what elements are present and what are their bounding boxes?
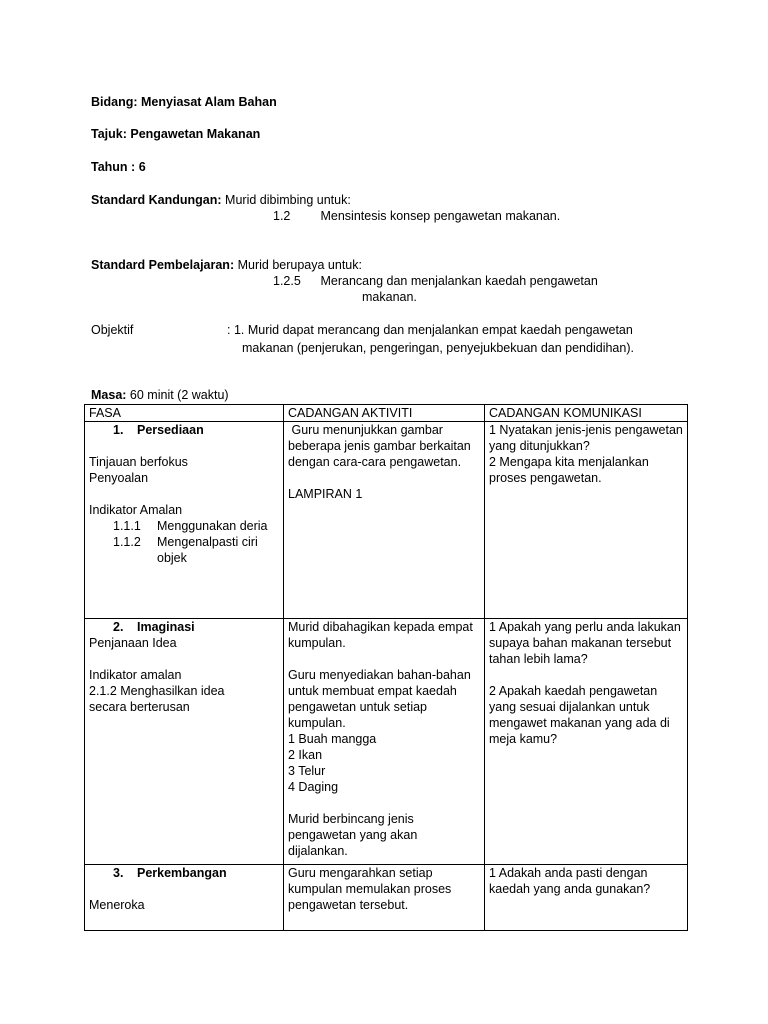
bidang-line — [91, 94, 277, 110]
aktiviti-cell — [284, 619, 485, 865]
komunikasi-text: 1 Nyatakan jenis-jenis pengawetan yang ditunjukkan? — [489, 423, 683, 453]
phase-title — [89, 865, 279, 881]
standard-kandungan-intro: Murid dibimbing untuk: — [225, 193, 351, 207]
header-cadangan-komunikasi: CADANGAN KOMUNIKASI — [485, 405, 688, 422]
lesson-plan-table — [84, 404, 688, 931]
indikator-extra: 2.1.2 Menghasilkan idea secara berterusan — [89, 684, 225, 714]
aktiviti-text: Murid berbincang jenis pengawetan yang akan dijalankan. — [288, 812, 418, 858]
tahun-value: 6 — [138, 160, 146, 174]
indikator-label: Indikator Amalan — [89, 503, 183, 517]
standard-kandungan-item — [273, 208, 560, 224]
indikator-text: Mengenalpasti ciri objek — [157, 535, 258, 565]
bidang-value: Menyiasat Alam Bahan — [141, 95, 277, 109]
komunikasi-text: 2 Mengapa kita menjalankan proses pengawetan. — [489, 455, 649, 485]
standard-pembelajaran-intro: Murid berupaya untuk: — [237, 258, 362, 272]
standard-kandungan-num: 1.2 — [273, 209, 291, 223]
aktiviti-text: Guru mengarahkan setiap kumpulan memulakan proses pengawetan tersebut. — [288, 866, 452, 912]
standard-pembelajaran-text2: makanan. — [362, 290, 417, 304]
indikator-label: Indikator amalan — [89, 668, 182, 682]
phase-name: Perkembangan — [137, 866, 227, 880]
aktiviti-list-item: 1 Buah mangga — [288, 732, 377, 746]
phase-number: 2. — [113, 620, 124, 634]
komunikasi-cell — [485, 865, 688, 931]
komunikasi-text: 1 Adakah anda pasti dengan kaedah yang anda gunakan? — [489, 866, 651, 896]
komunikasi-cell — [485, 422, 688, 619]
standard-pembelajaran-text1: Merancang dan menjalankan kaedah pengawetan — [320, 274, 598, 288]
header-fasa: FASA — [85, 405, 284, 422]
tajuk-label: Tajuk: — [91, 127, 127, 141]
aktiviti-list-item: 2 Ikan — [288, 748, 323, 762]
standard-pembelajaran-label: Standard Pembelajaran: — [91, 258, 235, 272]
phase-name: Imaginasi — [137, 620, 195, 634]
standard-pembelajaran-num: 1.2.5 — [273, 274, 301, 288]
aktiviti-cell — [284, 865, 485, 931]
aktiviti-list-item: 4 Daging — [288, 780, 339, 794]
phase-title — [89, 619, 279, 635]
komunikasi-text: 1 Apakah yang perlu anda lakukan supaya bahan makanan tersebut tahan lebih lama? — [489, 620, 681, 666]
standard-pembelajaran-line — [91, 257, 362, 273]
objektif-line2: makanan (penjerukan, pengeringan, penyejukbekuan dan pendidihan). — [242, 341, 634, 355]
fasa-line: Meneroka — [89, 898, 145, 912]
fasa-line: Tinjauan berfokus — [89, 455, 188, 469]
standard-kandungan-label: Standard Kandungan: — [91, 193, 222, 207]
tajuk-line — [91, 126, 260, 142]
fasa-cell — [85, 422, 284, 619]
objektif-label: Objektif — [91, 323, 134, 337]
indikator-item — [89, 534, 279, 566]
indikator-item — [89, 518, 279, 534]
indikator-text: Menggunakan deria — [157, 519, 268, 533]
tajuk-value: Pengawetan Makanan — [130, 127, 261, 141]
fasa-cell — [85, 619, 284, 865]
table-row — [85, 865, 688, 931]
objektif-line1: : 1. Murid dapat merancang dan menjalankan empat kaedah pengawetan — [227, 323, 633, 337]
aktiviti-text: Murid dibahagikan kepada empat kumpulan. — [288, 620, 473, 650]
indikator-num: 1.1.1 — [113, 519, 141, 533]
komunikasi-text: 2 Apakah kaedah pengawetan yang sesuai dijalankan untuk mengawet makanan yang ada di meja kamu? — [489, 684, 670, 746]
standard-kandungan-line — [91, 192, 351, 208]
table-row — [85, 619, 688, 865]
aktiviti-cell — [284, 422, 485, 619]
indikator-num: 1.1.2 — [113, 535, 141, 549]
bidang-label: Bidang: — [91, 95, 138, 109]
aktiviti-text: Guru menunjukkan gambar beberapa jenis gambar berkaitan dengan cara-cara pengawetan. — [288, 423, 475, 469]
tahun-label: Tahun : — [91, 160, 136, 174]
tahun-line — [91, 159, 146, 175]
table-header-row — [85, 405, 688, 422]
fasa-line: Penjanaan Idea — [89, 636, 177, 650]
fasa-cell — [85, 865, 284, 931]
masa-label: Masa: — [91, 388, 127, 402]
phase-number: 1. — [113, 423, 124, 437]
aktiviti-text: Guru menyediakan bahan-bahan untuk membuat empat kaedah pengawetan untuk setiap kumpulan. — [288, 668, 471, 730]
phase-name: Persediaan — [137, 423, 204, 437]
standard-kandungan-text: Mensintesis konsep pengawetan makanan. — [320, 209, 561, 223]
fasa-line: Penyoalan — [89, 471, 149, 485]
standard-pembelajaran-item — [273, 273, 598, 289]
table-row — [85, 422, 688, 619]
header-cadangan-aktiviti: CADANGAN AKTIVITI — [284, 405, 485, 422]
aktiviti-text: LAMPIRAN 1 — [288, 487, 363, 501]
phase-number: 3. — [113, 866, 124, 880]
masa-value: 60 minit (2 waktu) — [129, 388, 229, 402]
masa-line — [91, 387, 229, 403]
phase-title — [89, 422, 279, 438]
aktiviti-list-item: 3 Telur — [288, 764, 326, 778]
komunikasi-cell — [485, 619, 688, 865]
